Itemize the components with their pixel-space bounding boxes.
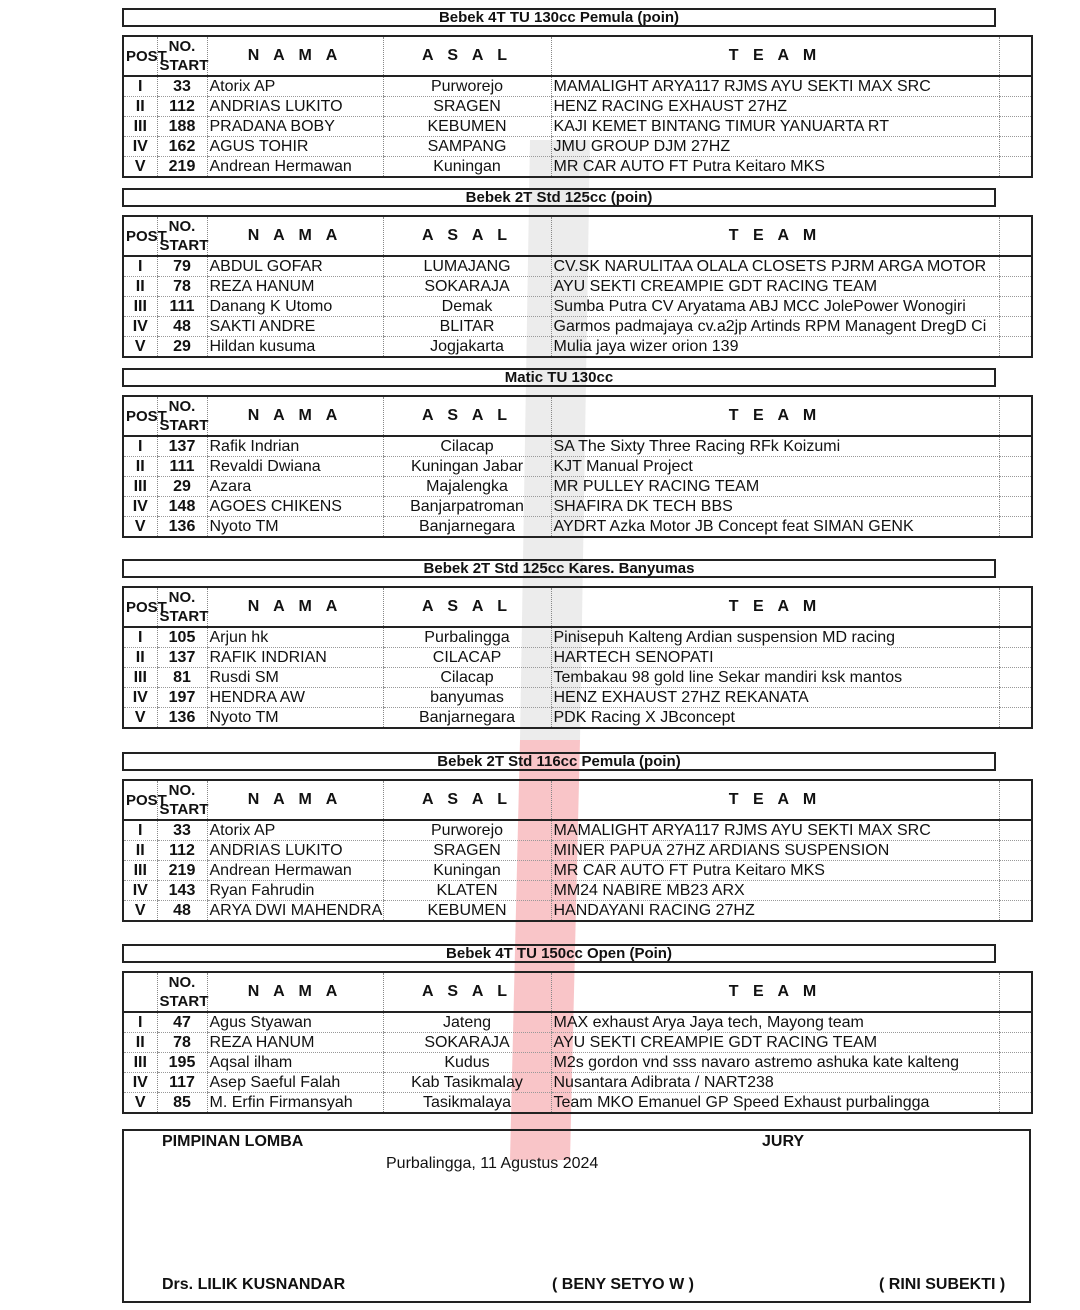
cell-nama: PRADANA BOBY (207, 117, 383, 137)
cell-start-number: 148 (157, 497, 207, 517)
cell-start-number: 79 (157, 256, 207, 277)
results-table (122, 971, 1033, 1114)
cell-team: JMU GROUP DJM 27HZ (551, 137, 999, 157)
header-nama: N A M A (207, 780, 383, 820)
cell-nama: Agus Styawan (207, 1012, 383, 1033)
cell-pos: III (123, 477, 157, 497)
cell-nama: Andrean Hermawan (207, 861, 383, 881)
header-no-line2: START (159, 993, 209, 1010)
cell-blank (999, 317, 1032, 337)
cell-blank (999, 688, 1032, 708)
cell-pos: V (123, 517, 157, 538)
table-row (123, 1093, 1032, 1114)
cell-asal: Kuningan (383, 861, 551, 881)
cell-pos: IV (123, 1073, 157, 1093)
cell-start-number: 85 (157, 1093, 207, 1114)
cell-start-number: 219 (157, 861, 207, 881)
cell-blank (999, 97, 1032, 117)
cell-blank (999, 668, 1032, 688)
cell-team: MR CAR AUTO FT Putra Keitaro MKS (551, 157, 999, 178)
table-row (123, 1012, 1032, 1033)
table-row (123, 820, 1032, 841)
cell-nama: Atorix AP (207, 820, 383, 841)
pimpinan-name: Drs. LILIK KUSNANDAR (162, 1276, 346, 1293)
header-no-line1: NO. (168, 218, 196, 235)
cell-blank (999, 1073, 1032, 1093)
header-no-line1: NO. (168, 38, 196, 55)
cell-team: KJT Manual Project (551, 457, 999, 477)
cell-nama: Rusdi SM (207, 668, 383, 688)
cell-blank (999, 841, 1032, 861)
cell-start-number: 137 (157, 436, 207, 457)
header-asal: A S A L (383, 216, 551, 256)
table-row (123, 901, 1032, 922)
header-asal: A S A L (383, 972, 551, 1012)
cell-nama: ANDRIAS LUKITO (207, 97, 383, 117)
cell-asal: KLATEN (383, 881, 551, 901)
cell-pos: IV (123, 881, 157, 901)
class-title: Bebek 4T TU 150cc Open (Poin) (122, 944, 996, 963)
cell-asal: Tasikmalaya (383, 1093, 551, 1114)
cell-asal: SRAGEN (383, 97, 551, 117)
cell-pos: V (123, 1093, 157, 1114)
table-row (123, 1053, 1032, 1073)
cell-blank (999, 297, 1032, 317)
class-title: Bebek 4T TU 130cc Pemula (poin) (122, 8, 996, 27)
table-row (123, 668, 1032, 688)
cell-asal: Purworejo (383, 76, 551, 97)
header-no-line1: NO. (168, 398, 196, 415)
cell-team: HANDAYANI RACING 27HZ (551, 901, 999, 922)
cell-blank (999, 881, 1032, 901)
cell-pos: II (123, 1033, 157, 1053)
cell-team: Nusantara Adibrata / NART238 (551, 1073, 999, 1093)
cell-asal: BLITAR (383, 317, 551, 337)
cell-pos: II (123, 277, 157, 297)
cell-team: Garmos padmajaya cv.a2jp Artinds RPM Managent DregD Ci (551, 317, 999, 337)
table-row (123, 277, 1032, 297)
cell-start-number: 162 (157, 137, 207, 157)
header-row (123, 36, 1032, 76)
class-title: Bebek 2T Std 125cc Kares. Banyumas (122, 559, 996, 578)
cell-team: Sumba Putra CV Aryatama ABJ MCC JolePower Wonogiri (551, 297, 999, 317)
header-team: T E A M (551, 396, 999, 436)
header-nama: N A M A (207, 36, 383, 76)
table-row (123, 708, 1032, 729)
cell-nama: REZA HANUM (207, 1033, 383, 1053)
results-table (122, 35, 1033, 178)
header-blank (999, 972, 1032, 1012)
header-asal: A S A L (383, 587, 551, 627)
cell-team: MAX exhaust Arya Jaya tech, Mayong team (551, 1012, 999, 1033)
cell-asal: Cilacap (383, 436, 551, 457)
cell-team: CV.SK NARULITAA OLALA CLOSETS PJRM ARGA MOTOR (551, 256, 999, 277)
cell-team: MR CAR AUTO FT Putra Keitaro MKS (551, 861, 999, 881)
class-title: Matic TU 130cc (122, 368, 996, 387)
table-row (123, 861, 1032, 881)
cell-pos: I (123, 1012, 157, 1033)
cell-start-number: 29 (157, 337, 207, 358)
cell-blank (999, 1093, 1032, 1114)
class-title: Bebek 2T Std 125cc (poin) (122, 188, 996, 207)
cell-asal: Kuningan (383, 157, 551, 178)
cell-blank (999, 436, 1032, 457)
pimpinan-label: PIMPINAN LOMBA (162, 1133, 304, 1150)
cell-pos: I (123, 76, 157, 97)
cell-pos: II (123, 841, 157, 861)
header-no-line1: NO. (168, 589, 196, 606)
signature-box (122, 1129, 1031, 1303)
cell-pos: II (123, 648, 157, 668)
cell-start-number: 112 (157, 97, 207, 117)
cell-nama: Danang K Utomo (207, 297, 383, 317)
cell-team: HENZ EXHAUST 27HZ REKANATA (551, 688, 999, 708)
cell-start-number: 111 (157, 457, 207, 477)
cell-pos: I (123, 256, 157, 277)
cell-pos: V (123, 708, 157, 729)
cell-nama: Hildan kusuma (207, 337, 383, 358)
cell-asal: Banjarpatroman (383, 497, 551, 517)
cell-blank (999, 117, 1032, 137)
cell-blank (999, 137, 1032, 157)
cell-nama: ABDUL GOFAR (207, 256, 383, 277)
header-no-line1: NO. (168, 974, 196, 991)
cell-start-number: 48 (157, 901, 207, 922)
table-row (123, 436, 1032, 457)
cell-start-number: 81 (157, 668, 207, 688)
cell-blank (999, 157, 1032, 178)
cell-start-number: 78 (157, 277, 207, 297)
cell-asal: Kudus (383, 1053, 551, 1073)
cell-pos: III (123, 1053, 157, 1073)
cell-nama: Nyoto TM (207, 517, 383, 538)
cell-start-number: 136 (157, 708, 207, 729)
cell-nama: Azara (207, 477, 383, 497)
cell-nama: Asep Saeful Falah (207, 1073, 383, 1093)
header-nama: N A M A (207, 972, 383, 1012)
cell-blank (999, 708, 1032, 729)
header-blank (999, 396, 1032, 436)
table-row (123, 517, 1032, 538)
table-row (123, 688, 1032, 708)
header-pos: POST (123, 216, 157, 256)
header-no-line2: START (159, 417, 209, 434)
cell-pos: V (123, 901, 157, 922)
cell-team: AYU SEKTI CREAMPIE GDT RACING TEAM (551, 1033, 999, 1053)
cell-team: HENZ RACING EXHAUST 27HZ (551, 97, 999, 117)
table-row (123, 137, 1032, 157)
cell-team: Tembakau 98 gold line Sekar mandiri ksk mantos (551, 668, 999, 688)
cell-nama: Andrean Hermawan (207, 157, 383, 178)
cell-asal: Jogjakarta (383, 337, 551, 358)
cell-start-number: 117 (157, 1073, 207, 1093)
cell-asal: banyumas (383, 688, 551, 708)
header-no-line1: NO. (168, 782, 196, 799)
table-row (123, 457, 1032, 477)
table-row (123, 76, 1032, 97)
table-row (123, 117, 1032, 137)
table-row (123, 317, 1032, 337)
cell-blank (999, 277, 1032, 297)
header-asal: A S A L (383, 36, 551, 76)
table-row (123, 477, 1032, 497)
header-row (123, 587, 1032, 627)
cell-pos: II (123, 97, 157, 117)
cell-blank (999, 76, 1032, 97)
cell-start-number: 33 (157, 76, 207, 97)
cell-asal: KEBUMEN (383, 901, 551, 922)
cell-pos: V (123, 157, 157, 178)
cell-pos: III (123, 861, 157, 881)
table-row (123, 881, 1032, 901)
table-row (123, 1033, 1032, 1053)
table-row (123, 337, 1032, 358)
cell-asal: Cilacap (383, 668, 551, 688)
cell-start-number: 29 (157, 477, 207, 497)
header-row (123, 780, 1032, 820)
header-blank (999, 780, 1032, 820)
cell-start-number: 195 (157, 1053, 207, 1073)
header-team: T E A M (551, 587, 999, 627)
cell-blank (999, 648, 1032, 668)
cell-pos: II (123, 457, 157, 477)
header-pos (123, 972, 157, 1012)
cell-nama: Revaldi Dwiana (207, 457, 383, 477)
results-table (122, 779, 1033, 922)
cell-team: Team MKO Emanuel GP Speed Exhaust purbalingga (551, 1093, 999, 1114)
cell-nama: REZA HANUM (207, 277, 383, 297)
table-row (123, 157, 1032, 178)
cell-asal: CILACAP (383, 648, 551, 668)
header-no-line2: START (159, 57, 209, 74)
cell-blank (999, 337, 1032, 358)
cell-start-number: 78 (157, 1033, 207, 1053)
cell-blank (999, 457, 1032, 477)
cell-blank (999, 517, 1032, 538)
cell-nama: Ryan Fahrudin (207, 881, 383, 901)
table-row (123, 297, 1032, 317)
cell-blank (999, 1033, 1032, 1053)
cell-asal: Demak (383, 297, 551, 317)
table-row (123, 627, 1032, 648)
cell-start-number: 111 (157, 297, 207, 317)
cell-start-number: 188 (157, 117, 207, 137)
header-blank (999, 36, 1032, 76)
header-no-start (157, 396, 207, 436)
cell-nama: RAFIK INDRIAN (207, 648, 383, 668)
header-pos: POST (123, 780, 157, 820)
cell-nama: Rafik Indrian (207, 436, 383, 457)
cell-start-number: 137 (157, 648, 207, 668)
place-date: Purbalingga, 11 Agustus 2024 (386, 1155, 599, 1172)
cell-start-number: 219 (157, 157, 207, 178)
results-table (122, 586, 1033, 729)
header-no-line2: START (159, 608, 209, 625)
cell-pos: V (123, 337, 157, 358)
cell-blank (999, 1012, 1032, 1033)
cell-start-number: 33 (157, 820, 207, 841)
header-team: T E A M (551, 216, 999, 256)
header-asal: A S A L (383, 780, 551, 820)
header-no-start (157, 972, 207, 1012)
cell-pos: I (123, 627, 157, 648)
cell-nama: Atorix AP (207, 76, 383, 97)
cell-start-number: 136 (157, 517, 207, 538)
header-asal: A S A L (383, 396, 551, 436)
cell-nama: Nyoto TM (207, 708, 383, 729)
cell-asal: Kuningan Jabar (383, 457, 551, 477)
cell-team: M2s gordon vnd sss navaro astremo ashuka kate kalteng (551, 1053, 999, 1073)
cell-asal: LUMAJANG (383, 256, 551, 277)
header-row (123, 396, 1032, 436)
class-title: Bebek 2T Std 116cc Pemula (poin) (122, 752, 996, 771)
cell-asal: Banjarnegara (383, 517, 551, 538)
cell-asal: SOKARAJA (383, 277, 551, 297)
cell-team: SHAFIRA DK TECH BBS (551, 497, 999, 517)
header-nama: N A M A (207, 216, 383, 256)
cell-blank (999, 861, 1032, 881)
header-no-start (157, 36, 207, 76)
cell-pos: III (123, 297, 157, 317)
cell-pos: IV (123, 688, 157, 708)
cell-start-number: 112 (157, 841, 207, 861)
cell-asal: SRAGEN (383, 841, 551, 861)
cell-nama: Arjun hk (207, 627, 383, 648)
table-row (123, 1073, 1032, 1093)
cell-team: Mulia jaya wizer orion 139 (551, 337, 999, 358)
cell-asal: Kab Tasikmalay (383, 1073, 551, 1093)
cell-blank (999, 820, 1032, 841)
header-no-start (157, 780, 207, 820)
cell-asal: Banjarnegara (383, 708, 551, 729)
jury-label: JURY (762, 1133, 805, 1150)
cell-asal: SOKARAJA (383, 1033, 551, 1053)
cell-asal: Purworejo (383, 820, 551, 841)
jury-1-name: ( BENY SETYO W ) (552, 1276, 694, 1293)
cell-team: HARTECH SENOPATI (551, 648, 999, 668)
cell-asal: Jateng (383, 1012, 551, 1033)
header-team: T E A M (551, 972, 999, 1012)
cell-blank (999, 627, 1032, 648)
cell-pos: III (123, 117, 157, 137)
cell-blank (999, 477, 1032, 497)
table-row (123, 497, 1032, 517)
results-table (122, 215, 1033, 358)
cell-asal: Majalengka (383, 477, 551, 497)
cell-start-number: 48 (157, 317, 207, 337)
table-row (123, 256, 1032, 277)
cell-nama: AGOES CHIKENS (207, 497, 383, 517)
cell-blank (999, 1053, 1032, 1073)
cell-asal: SAMPANG (383, 137, 551, 157)
cell-nama: HENDRA AW (207, 688, 383, 708)
cell-team: MR PULLEY RACING TEAM (551, 477, 999, 497)
cell-team: MAMALIGHT ARYA117 RJMS AYU SEKTI MAX SRC (551, 820, 999, 841)
jury-2-name: ( RINI SUBEKTI ) (879, 1276, 1006, 1293)
header-team: T E A M (551, 36, 999, 76)
table-row (123, 648, 1032, 668)
cell-asal: KEBUMEN (383, 117, 551, 137)
header-pos: POST (123, 36, 157, 76)
cell-pos: I (123, 436, 157, 457)
cell-nama: Aqsal ilham (207, 1053, 383, 1073)
cell-team: Pinisepuh Kalteng Ardian suspension MD racing (551, 627, 999, 648)
cell-pos: I (123, 820, 157, 841)
cell-start-number: 197 (157, 688, 207, 708)
cell-nama: SAKTI ANDRE (207, 317, 383, 337)
cell-nama: ARYA DWI MAHENDRA (207, 901, 383, 922)
cell-pos: IV (123, 317, 157, 337)
header-team: T E A M (551, 780, 999, 820)
cell-pos: III (123, 668, 157, 688)
cell-team: SA The Sixty Three Racing RFk Koizumi (551, 436, 999, 457)
results-table (122, 395, 1033, 538)
cell-nama: M. Erfin Firmansyah (207, 1093, 383, 1114)
header-nama: N A M A (207, 587, 383, 627)
cell-start-number: 47 (157, 1012, 207, 1033)
cell-blank (999, 497, 1032, 517)
cell-nama: ANDRIAS LUKITO (207, 841, 383, 861)
cell-team: AYU SEKTI CREAMPIE GDT RACING TEAM (551, 277, 999, 297)
header-no-line2: START (159, 237, 209, 254)
cell-nama: AGUS TOHIR (207, 137, 383, 157)
header-no-line2: START (159, 801, 209, 818)
header-blank (999, 587, 1032, 627)
cell-pos: IV (123, 137, 157, 157)
cell-team: MM24 NABIRE MB23 ARX (551, 881, 999, 901)
cell-pos: IV (123, 497, 157, 517)
cell-start-number: 143 (157, 881, 207, 901)
table-row (123, 841, 1032, 861)
header-row (123, 216, 1032, 256)
header-pos: POST (123, 587, 157, 627)
table-row (123, 97, 1032, 117)
cell-team: KAJI KEMET BINTANG TIMUR YANUARTA RT (551, 117, 999, 137)
header-pos: POST (123, 396, 157, 436)
cell-team: PDK Racing X JBconcept (551, 708, 999, 729)
header-blank (999, 216, 1032, 256)
cell-blank (999, 901, 1032, 922)
header-row (123, 972, 1032, 1012)
cell-asal: Purbalingga (383, 627, 551, 648)
header-no-start (157, 216, 207, 256)
header-nama: N A M A (207, 396, 383, 436)
header-no-start (157, 587, 207, 627)
cell-start-number: 105 (157, 627, 207, 648)
cell-team: AYDRT Azka Motor JB Concept feat SIMAN GENK (551, 517, 999, 538)
cell-blank (999, 256, 1032, 277)
cell-team: MAMALIGHT ARYA117 RJMS AYU SEKTI MAX SRC (551, 76, 999, 97)
cell-team: MINER PAPUA 27HZ ARDIANS SUSPENSION (551, 841, 999, 861)
